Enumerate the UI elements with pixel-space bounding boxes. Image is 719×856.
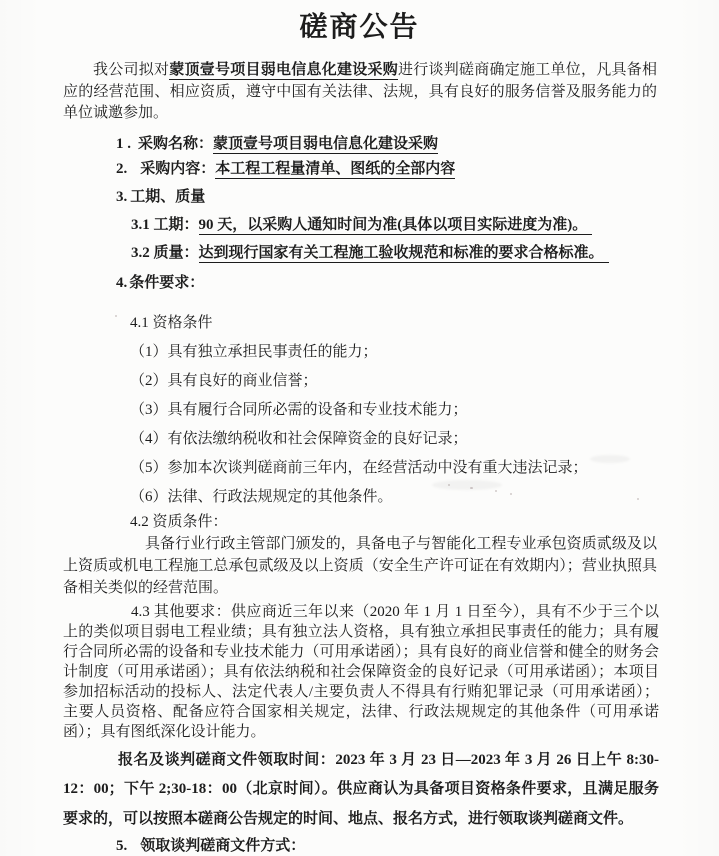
condition-2: （2）具有良好的商业信誉； — [130, 372, 318, 389]
item-duration-quality-heading — [116, 187, 669, 208]
condition-3: （3）具有履行合同所必需的设备和专业技术能力； — [130, 401, 468, 418]
quality-value: 达到现行国家有关工程施工验收规范和标准的要求合格标准。 — [199, 245, 609, 263]
intro-text-pre: 我公司拟对 — [93, 62, 170, 78]
item4-number: 4. — [116, 274, 128, 291]
item4-label: 条件要求： — [129, 274, 205, 291]
item-conditions-heading — [116, 273, 669, 294]
other-requirements-paragraph — [63, 602, 659, 742]
item2-number: 2. — [116, 160, 128, 177]
project-name-underlined: 蒙顶壹号项目弱电信息化建设采购 — [169, 62, 398, 78]
item-purchase-name — [116, 134, 669, 155]
other-requirements-body: 供应商近三年以来（2020 年 1 月 1 日至今），具有不少于三个以上的类似项目弱电工程业绩；具有独立法人资格，具有独立承担民事责任的能力；具有履行合同所必需的设备和专业技术能力（可用承诺函）；具有良好的商业信誉和健全的财务会计制度（可用承诺函）；具有依法纳税和社会保障资金的良好记录（可用承诺函）；本项目参加招标活动的投标人、法定代表人/主要负责人不得具有行贿犯罪记录（可用承诺函）；主要人员资格、配备应符合国家相关规定，法律、行政法规规定的其他条件（可用承诺函）；具有图纸深化设计能力。 — [63, 603, 659, 740]
item1-label: 采购名称： — [138, 135, 214, 152]
scan-artifact — [495, 490, 497, 492]
item5-number: 5. — [116, 838, 128, 854]
item3-label: 工期、质量 — [130, 188, 206, 205]
purchase-content-value: 本工程工程量清单、图纸的全部内容 — [215, 160, 456, 177]
quality-label: 3.2 质量： — [131, 244, 199, 261]
registration-time-paragraph — [63, 746, 659, 835]
item5-label: 领取谈判磋商文件方式： — [140, 838, 306, 854]
scan-artifact — [637, 498, 639, 500]
item-duration — [131, 215, 669, 236]
condition-6: （6）法律、行政法规规定的其他条件。 — [130, 488, 393, 505]
intro-paragraph — [63, 60, 657, 125]
scan-artifact — [115, 315, 117, 317]
scan-artifact — [432, 480, 502, 490]
scan-artifact — [448, 484, 450, 486]
item2-label: 采购内容： — [140, 160, 216, 177]
scan-artifact — [470, 487, 473, 489]
registration-time-label: 报名及谈判磋商文件领取时间： — [118, 751, 336, 768]
duration-value: 90 天，以采购人通知时间为准(具体以项目实际进度为准)。 — [199, 217, 593, 235]
registration-time-body: 2023 年 3 月 23 日—2023 年 3 月 26 日上午 8:30-12：00；下午 2;30-18：00（北京时间）。供应商认为具备项目资格条件要求，且满足服务要求的，可以按照本磋商公告规定的时间、地点、报名方式，进行领取谈判磋商文件。 — [63, 751, 659, 827]
item-document-collection-heading — [116, 836, 669, 856]
condition-1: （1）具有独立承担民事责任的能力； — [130, 343, 378, 360]
other-requirements-label: 4.3 其他要求： — [131, 603, 232, 620]
item3-number: 3. — [116, 188, 128, 205]
condition-5: （5）参加本次谈判磋商前三年内，在经营活动中没有重大违法记录； — [130, 459, 588, 476]
scan-artifact — [590, 455, 630, 463]
document-title: 磋商公告 — [299, 12, 420, 43]
credential-conditions-body: 具备行业行政主管部门颁发的，具备电子与智能化工程专业承包资质贰级及以上资质或机电工程施工总承包贰级及以上资质（安全生产许可证在有效期内）；营业执照具备相关类似的经营范围。 — [63, 535, 657, 596]
credential-conditions-heading: 4.2 资质条件： — [130, 513, 228, 530]
item-purchase-content — [116, 159, 669, 180]
item1-number: 1 . — [116, 135, 131, 152]
purchase-name-value: 蒙顶壹号项目弱电信息化建设采购 — [213, 135, 439, 152]
scan-artifact — [510, 493, 512, 495]
qualification-conditions-heading: 4.1 资格条件 — [130, 314, 213, 331]
item-quality — [131, 243, 669, 264]
duration-label: 3.1 工期： — [131, 216, 199, 233]
intro-text-post: 进行谈判磋商确定施工单位，凡具备相应的经营范围、相应资质，遵守中国有关法律、法规，具有良好的服务信誉及服务能力的单位诚邀参加。 — [63, 62, 657, 121]
condition-4: （4）有依法缴纳税收和社会保障资金的良好记录； — [130, 430, 468, 447]
